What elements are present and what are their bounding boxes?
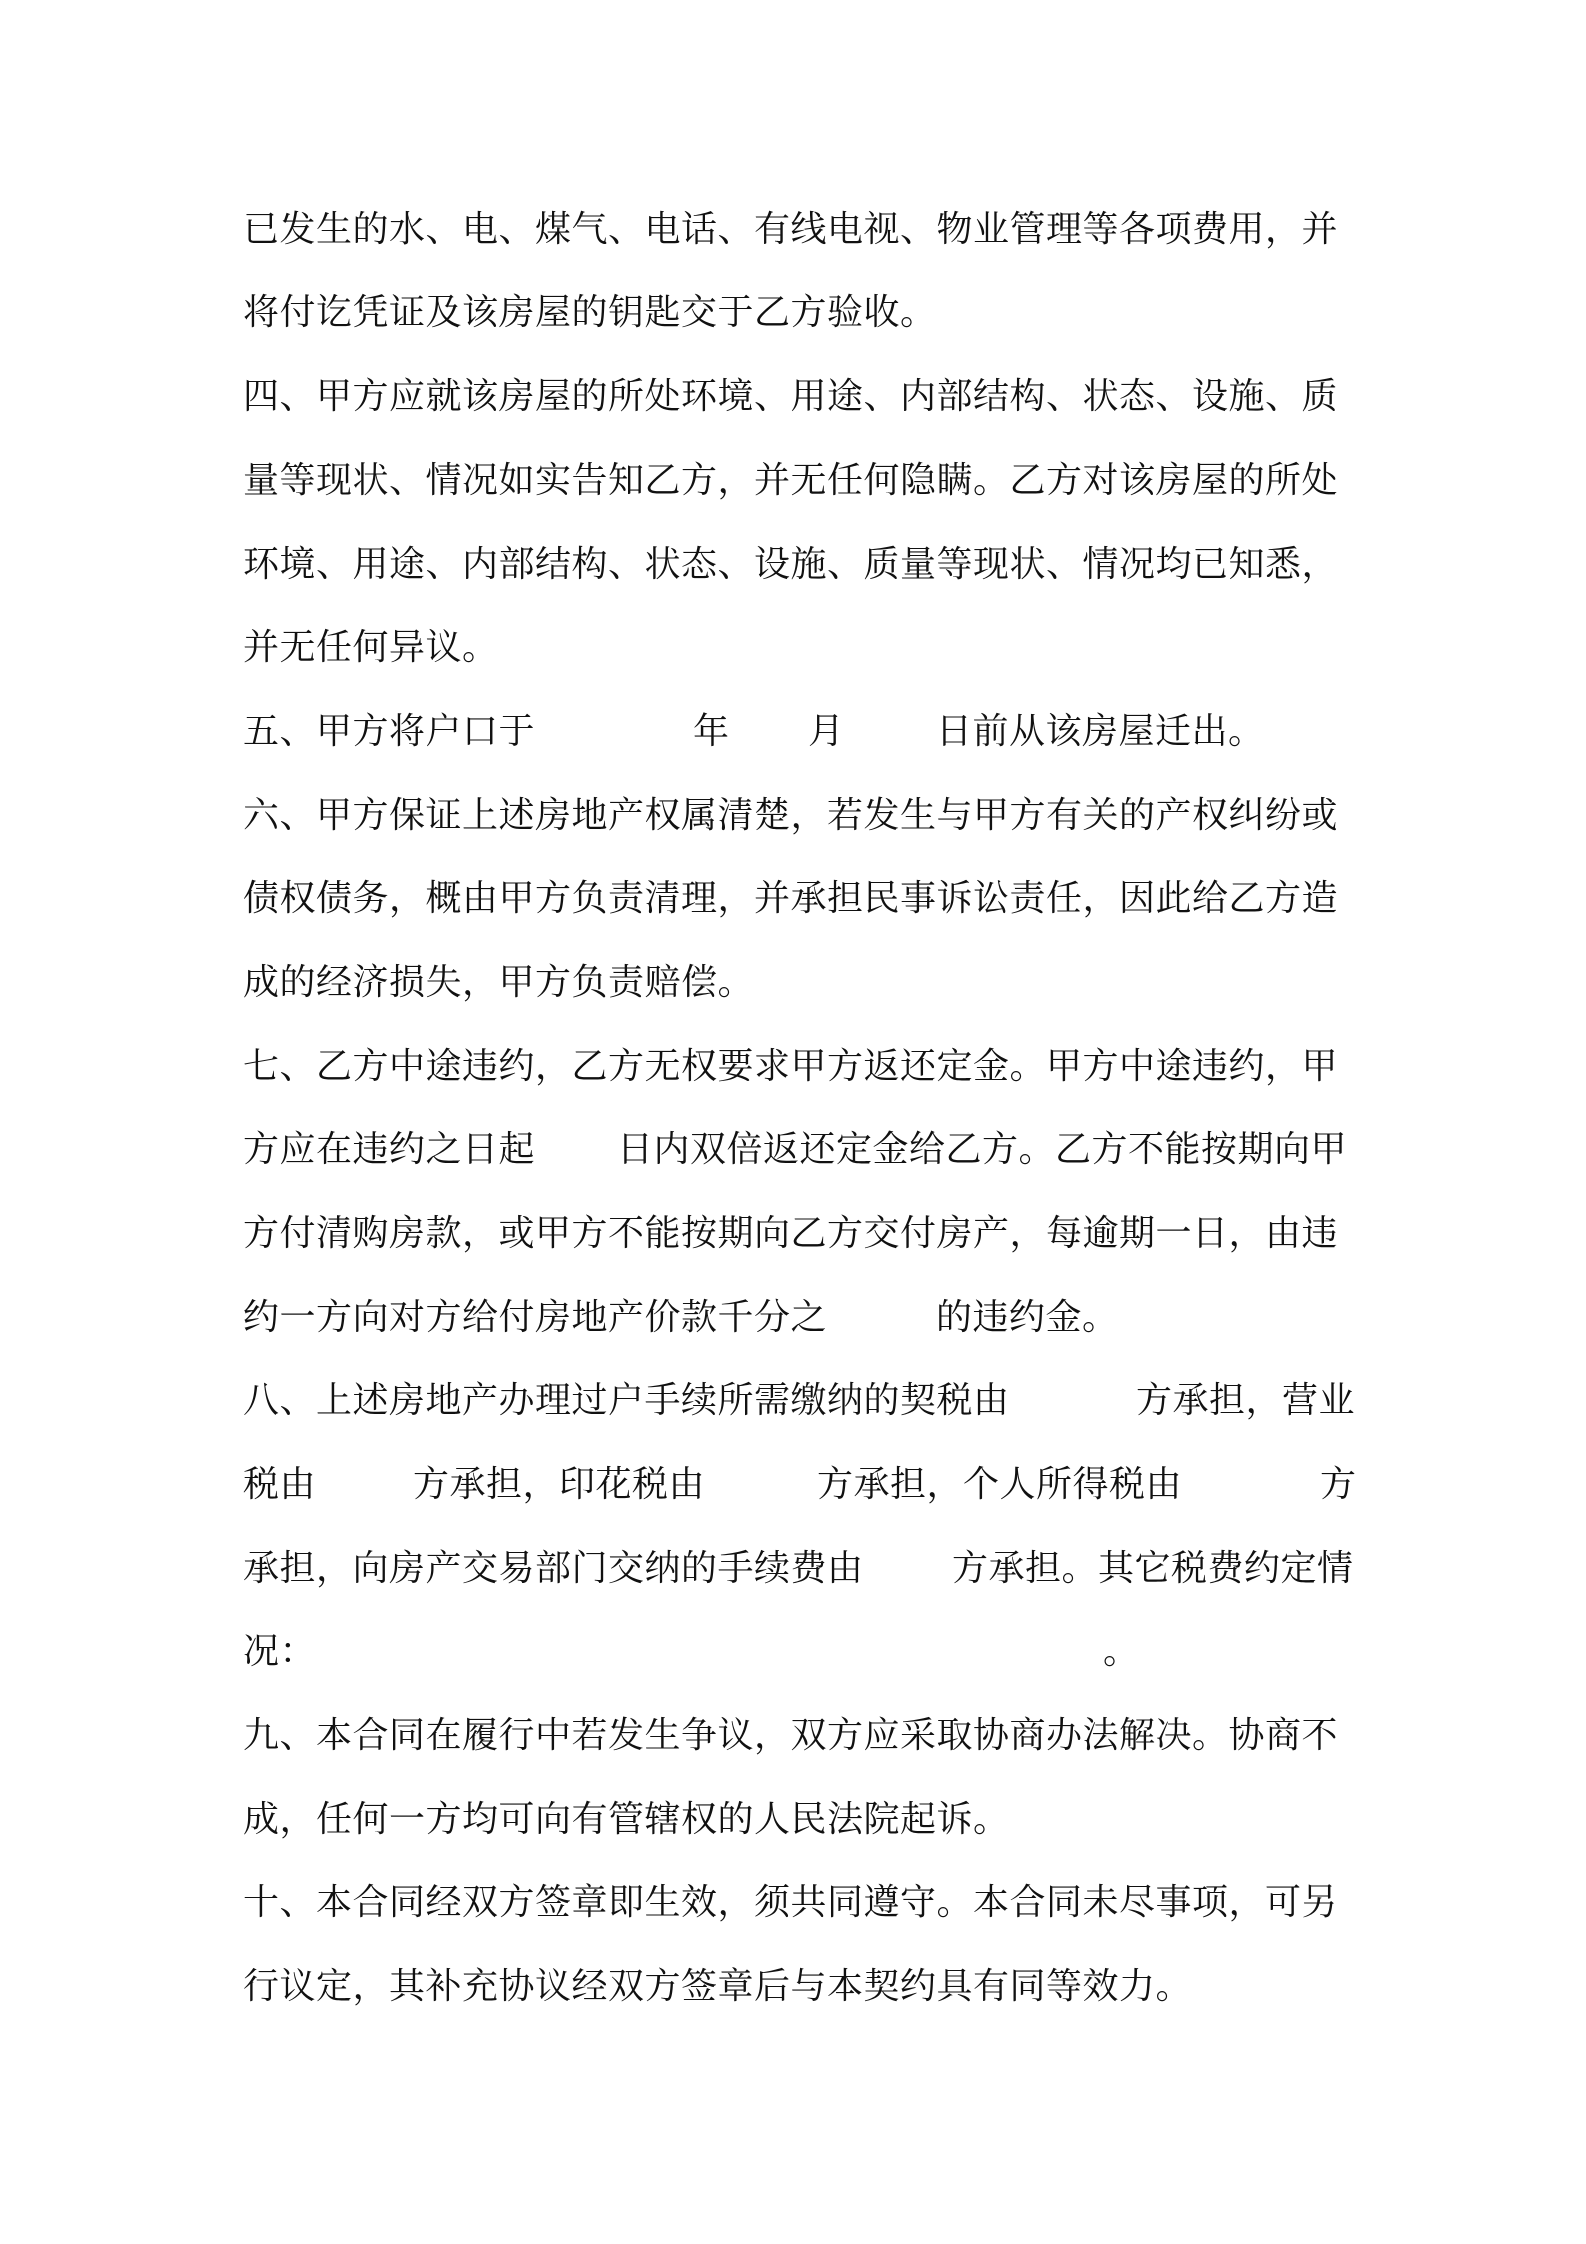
text-line (243, 283, 1353, 343)
clause-3-line-2: 将付讫凭证及该房屋的钥匙交于乙方验收。 (243, 292, 937, 333)
clause-8-line-3-b: 方承担。其它税费约定情 (952, 1548, 1354, 1589)
text-line (243, 1706, 1353, 1766)
clause-5-text-a: 五、甲方将户口于 (243, 711, 536, 752)
text-line (243, 786, 1353, 846)
clause-3-line-1: 已发生的水、电、煤气、电话、有线电视、物业管理等各项费用，并 (243, 209, 1339, 250)
text-line (243, 367, 1353, 427)
clause-9-line-2: 成，任何一方均可向有管辖权的人民法院起诉。 (243, 1799, 1010, 1840)
clause-4-line-2: 量等现状、情况如实告知乙方，并无任何隐瞒。乙方对该房屋的所处 (243, 460, 1339, 501)
clause-6-line-1: 六、甲方保证上述房地产权属清楚，若发生与甲方有关的产权纠纷或 (243, 795, 1339, 836)
clause-8-line-2-c: 方承担，个人所得税由 (817, 1464, 1183, 1505)
clause-8-line-2-d: 方 (1320, 1464, 1357, 1505)
clause-6-line-2: 债权债务，概由甲方负责清理，并承担民事诉讼责任，因此给乙方造 (243, 878, 1339, 919)
clause-5 (243, 702, 1353, 762)
clause-8-line-3-a: 承担，向房产交易部门交纳的手续费由 (243, 1548, 864, 1589)
clause-4-line-1: 四、甲方应就该房屋的所处环境、用途、内部结构、状态、设施、质 (243, 376, 1339, 417)
clause-10-line-2: 行议定，其补充协议经双方签章后与本契约具有同等效力。 (243, 1966, 1193, 2007)
clause-7-line-4 (243, 1288, 1353, 1348)
clause-4-line-3: 环境、用途、内部结构、状态、设施、质量等现状、情况均已知悉， (243, 544, 1339, 585)
clause-8-line-4-a: 况： (243, 1631, 317, 1672)
text-line (243, 953, 1353, 1013)
clause-5-month: 月 (808, 711, 845, 752)
clause-7-line-4-b: 的违约金。 (936, 1297, 1119, 1338)
text-line (243, 1790, 1353, 1850)
text-line (243, 535, 1353, 595)
clause-8-line-4 (243, 1622, 1353, 1682)
clause-7-line-2-b: 日内双倍返还定金给乙方。乙方不能按期向甲 (617, 1129, 1348, 1170)
clause-7-line-4-a: 约一方向对方给付房地产价款千分之 (243, 1297, 828, 1338)
clause-5-text-d: 日前从该房屋迁出。 (936, 711, 1265, 752)
clause-8-line-3 (243, 1539, 1353, 1599)
text-line (243, 618, 1353, 678)
text-line (243, 200, 1353, 260)
clause-8-line-2-a: 税由 (243, 1464, 317, 1505)
text-line (243, 451, 1353, 511)
clause-8-line-2-b: 方承担，印花税由 (413, 1464, 706, 1505)
clause-10-line-1: 十、本合同经双方签章即生效，须共同遵守。本合同未尽事项，可另 (243, 1882, 1339, 1923)
clause-8-line-2 (243, 1455, 1357, 1515)
clause-8-line-1-b: 方承担，营业 (1136, 1380, 1356, 1421)
clause-9-line-1: 九、本合同在履行中若发生争议，双方应采取协商办法解决。协商不 (243, 1715, 1339, 1756)
text-line (243, 1037, 1353, 1097)
clause-7-line-1: 七、乙方中途违约，乙方无权要求甲方返还定金。甲方中途违约，甲 (243, 1046, 1339, 1087)
text-line (243, 1873, 1353, 1933)
clause-7-line-3: 方付清购房款，或甲方不能按期向乙方交付房产，每逾期一日，由违 (243, 1213, 1339, 1254)
clause-8-line-1-a: 八、上述房地产办理过户手续所需缴纳的契税由 (243, 1380, 1010, 1421)
clause-7-line-2-a: 方应在违约之日起 (243, 1129, 536, 1170)
clause-7-line-2 (243, 1120, 1353, 1180)
clause-6-line-3: 成的经济损失，甲方负责赔偿。 (243, 962, 755, 1003)
clause-8-line-1 (243, 1371, 1356, 1431)
text-line (243, 1204, 1353, 1264)
text-line (243, 869, 1353, 929)
clause-8-line-4-end: 。 (1103, 1631, 1140, 1672)
clause-4-line-4: 并无任何异议。 (243, 627, 499, 668)
clause-5-year: 年 (693, 711, 730, 752)
text-line (243, 1957, 1353, 2017)
